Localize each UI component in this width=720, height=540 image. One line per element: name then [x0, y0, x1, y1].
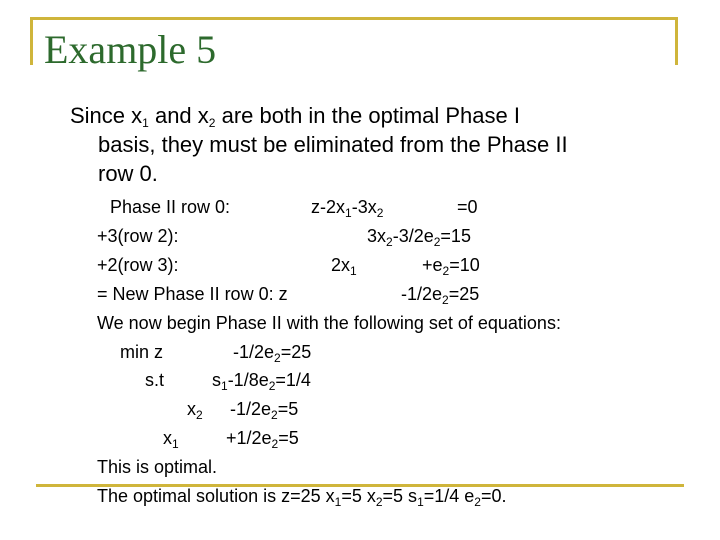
work-row-2-expr: $3x_2-3/2e_2=15$	[367, 226, 471, 249]
system-row-4-label: $x_1$	[163, 428, 179, 451]
optimal-solution: The optimal solution is z=25 $x_1=5$ $x_2=5$ $s_1=1/4$ $e_2=0$.	[97, 486, 507, 509]
decor-right-line	[675, 17, 678, 65]
system-row-3-expr: $-1/2e_2=5$	[230, 399, 299, 422]
system-row-2-expr: $s_1-1/8e_2=1/4$	[212, 370, 311, 393]
intro-line-3: row 0.	[98, 161, 158, 186]
system-row-3-label: $x_2$	[187, 399, 203, 422]
work-row-1-label: Phase II row 0:	[110, 197, 231, 217]
work-row-2-label: +3(row 2):	[97, 226, 179, 246]
work-row-3-expr: $2x_1$	[331, 255, 357, 278]
work-row-1-expr: $z-2x_1-3x_2$	[311, 197, 384, 220]
decor-top-line	[30, 17, 678, 20]
system-row-2-label: s.t	[145, 370, 165, 390]
decor-left-line	[30, 17, 33, 65]
work-row-4-expr: $-1/2e_2=25$	[401, 284, 480, 307]
optimal-statement: This is optimal.	[97, 457, 218, 477]
work-row-3-label: +2(row 3):	[97, 255, 179, 275]
system-row-1-label: min z	[120, 342, 164, 362]
intro-line-1: Since $x_1$ and $x_2$ are both in the optimal Phase I	[70, 103, 520, 130]
work-row-4-label: = New Phase II row 0: z	[97, 284, 288, 304]
system-row-4-expr: $+1/2e_2=5$	[226, 428, 299, 451]
work-row-1-rhs: =0	[457, 197, 478, 217]
work-row-3-rhs: $+e_2=10$	[422, 255, 480, 278]
system-row-1-expr: $-1/2e_2=25$	[233, 342, 312, 365]
begin-phase-two: We now begin Phase II with the following set of equations:	[97, 313, 561, 333]
intro-line-2: basis, they must be eliminated from the Phase II	[98, 132, 568, 157]
slide-title: Example 5	[44, 27, 217, 72]
